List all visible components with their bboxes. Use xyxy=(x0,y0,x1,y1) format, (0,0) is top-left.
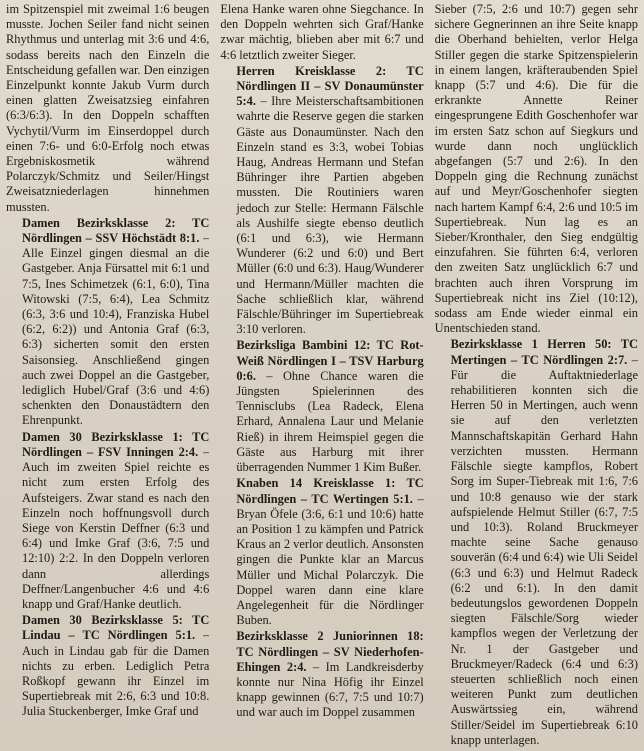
paragraph xyxy=(220,476,423,628)
paragraph xyxy=(435,2,638,336)
paragraph xyxy=(6,430,209,612)
paragraph-text: – Ohne Chance waren die Jüngsten Spielerinnen des Tennisclubs (Lea Radeck, Elena Erhard, Annalena Laur und Melanie Rieß) in ihrem Heimspiel gegen die Gäste aus Harburg mit ihrer überragenden Nummer 1 Kim Bußer. xyxy=(236,368,424,475)
paragraph-text: – Bryan Öfele (3:6, 6:1 und 10:6) hatte an Position 1 zu kämpfen und Patrick Kraus an 2 verlor deutlich. Ansonsten gingen die Punkte klar an Marcus Müller und Michal Polarczyk. Die Doppel waren dann eine klare Angelegenheit für die Nördlinger Buben. xyxy=(236,491,424,628)
column-2 xyxy=(220,2,423,751)
match-heading: Bezirksklasse 1 Herren 50: TC Mertingen – TC Nördlingen 2:7. xyxy=(450,337,638,367)
match-heading: Bezirksklasse 2 Juniorinnen 18: TC Nördlingen – SV Niederhofen-Ehingen 2:4. xyxy=(236,629,424,674)
paragraph xyxy=(220,629,423,720)
paragraph xyxy=(220,2,423,63)
paragraph-text: – Für die Auftaktniederlage rehabilitieren konnten sich die Herren 50 in Mertingen, auch wenn sie auf den verletzten Mannschaftskapitän Gerhard Hahn verzichten mussten. Hermann Fälschle siegte kampflos, Robert Sorg im Super-Tiebreak mit 1:6, 7:6 und 10:8 genauso wie der stark aufspielende Helmut Stiller (6:7, 7:5 und 10:3). Roland Bruckmeyer machte seine Sache genauso souverän (6:4 und 6:4) wie Uli Seidel (6:3 und 6:3) und Helmut Radeck (6:2 und 6:1). In den damit bedeutungslos gewordenen Doppeln siegten Fälschle/Sorg wieder kampflos wegen der Verletzung der Nr. 1 der Gastgeber und Bruckmeyer/Radeck (6:4 und 6:3) steuerten schließlich noch einen weiteren Punkt zum deutlichen Auswärtssieg ein, während Stiller/Seidel im Supertiebreak 6:10 knapp unterlagen. xyxy=(450,352,638,747)
paragraph xyxy=(6,216,209,429)
match-heading: Damen 30 Bezirksklasse 1: TC Nördlingen – FSV Inningen 2:4. xyxy=(22,429,210,459)
paragraph-text: – Auch in Lindau gab für die Damen nichts zu erben. Lediglich Petra Roßkopf gewann ihr Einzel im Supertiebreak mit 2:6, 6:3 und 10:8. Julia Stuckenberger, Imke Graf und xyxy=(22,628,210,719)
match-heading: Bezirksliga Bambini 12: TC Rot-Weiß Nördlingen I – TSV Harburg 0:6. xyxy=(236,338,424,383)
match-heading: Knaben 14 Kreisklasse 1: TC Nördlingen – TC Wertingen 5:1. xyxy=(236,476,424,506)
column-1 xyxy=(6,2,209,751)
paragraph-text: Sieber (7:5, 2:6 und 10:7) gegen sehr sichere Gegnerinnen an ihre Seite knapp die Oberhand behielten, verlor Helga Stiller gegen die starke Spitzenspielerin in einem langen, kräfteraubenden Spiel knapp (5:7 und 4:6). Die für die erkrankte Annette Reiner eingesprungene Edith Goschenhofer war im ersten Satz schon auf Siegkurs und wurde dann noch unglücklich abgefangen (5:7 und 2:6). In den Doppeln ging die Rechnung zunächst auf und Meyr/Goschenhofer siegten nach hartem Kampf 6:4, 2:6 und 10:5 im Supertiebreak. Nun lag es an Sieber/Kronthaler, den Sieg endgültig einzufahren. Sie führten 6:4, verloren den zweiten Satz unglücklich 6:7 und brachten auch ihren Vorsprung im Supertiebreak nicht ins Ziel (10:12), sodass am Ende wieder einmal ein Unentschieden stand. xyxy=(434,2,638,336)
column-3 xyxy=(435,2,638,751)
paragraph xyxy=(6,2,209,215)
paragraph-text: – Auch im zweiten Spiel reichte es nicht zum ersten Erfolg des Aufsteigers. Zwar stand es nach den Einzeln noch hoffnungsvoll durch Siege von Kerstin Deffner (6:3 und 6:4) und Imke Graf (3:6, 7:5 und 12:10) 2:2. In den Doppeln verloren dann allerdings Deffner/Langenbucher 4:6 und 4:6 knapp und Graf/Hanke deutlich. xyxy=(22,444,210,611)
paragraph xyxy=(220,338,423,475)
paragraph xyxy=(435,337,638,747)
paragraph xyxy=(6,613,209,719)
paragraph-text: – Ihre Meisterschaftsambitionen wahrte die Reserve gegen die starken Gäste aus Donaumünster. Nach den Einzeln stand es 3:3, wobei Tobias Haug, Andreas Hermann und Stefan Bühringer ihre Partien abgeben mussten. Die Routiniers waren jedoch zur Stelle: Hermann Fälschle als Aushilfe siegte ebenso deutlich (6:1 und 6:3), wie Hermann Wunderer (6:2 und 6:0) und Bert Müller (6:0 und 6:3). Haug/Wunderer und Hermann/Müller machten die Sache schließlich klar, während Fälschle/Bühringer im Supertiebreak 3:10 verloren. xyxy=(236,94,424,337)
match-heading: Damen 30 Bezirksklasse 5: TC Lindau – TC Nördlingen 5:1. xyxy=(22,613,210,643)
paragraph-text: – Im Landkreisderby konnte nur Nina Höfig ihr Einzel knapp gewinnen (6:7, 7:5 und 10:7) und war auch im Doppel zusammen xyxy=(236,659,424,720)
paragraph-text: im Spitzenspiel mit zweimal 1:6 beugen musste. Jochen Seiler fand nicht seinen Rhythmus und unterlag mit 3:6 und 4:6, sodass bereits nach den Einzeln die Entscheidung gefallen war. Den einzigen Einzelpunkt konnte Jakub Vurm durch einen glatten Zweisatzsieg einfahren (6:3/6:3). In den Doppeln schafften Vychytil/Vurm im Einserdoppel durch einen 7:6- und 6:0-Erfolg noch etwas Ergebniskosmetik während Polarczyk/Schmitz und Seiler/Hingst Zweisatzniederlagen hinnehmen mussten. xyxy=(6,2,210,214)
article-columns xyxy=(6,2,638,751)
paragraph xyxy=(220,64,423,338)
paragraph-text: – Alle Einzel gingen diesmal an die Gastgeber. Anja Fürsattel mit 6:1 und 7:5, Ines Schimetzek (6:1, 6:0), Tina Witowski (7:5, 6:4), Lea Schmitz (6:3, 3:6 und 10:4), Franziska Hubel (6:2, 6:2)) und Antonia Graf (6:3, 6:3) sicherten somit den ersten Saisonsieg. Anschließend gingen auch zwei Doppel an die Gastgeber, lediglich Hubel/Graf (3:6 und 4:6) schenkten den Donaustädtern den Ehrenpunkt. xyxy=(22,231,210,428)
match-heading: Damen Bezirksklasse 2: TC Nördlingen – SSV Höchstädt 8:1. xyxy=(22,215,210,246)
paragraph-text: Elena Hanke waren ohne Siegchance. In den Doppeln wehrten sich Graf/Hanke zwar mächtig, blieben aber mit 6:7 und 4:6 letztlich zweiter Sieger. xyxy=(220,2,424,62)
match-heading: Herren Kreisklasse 2: TC Nördlingen II – SV Donaumünster 5:4. xyxy=(236,63,424,109)
